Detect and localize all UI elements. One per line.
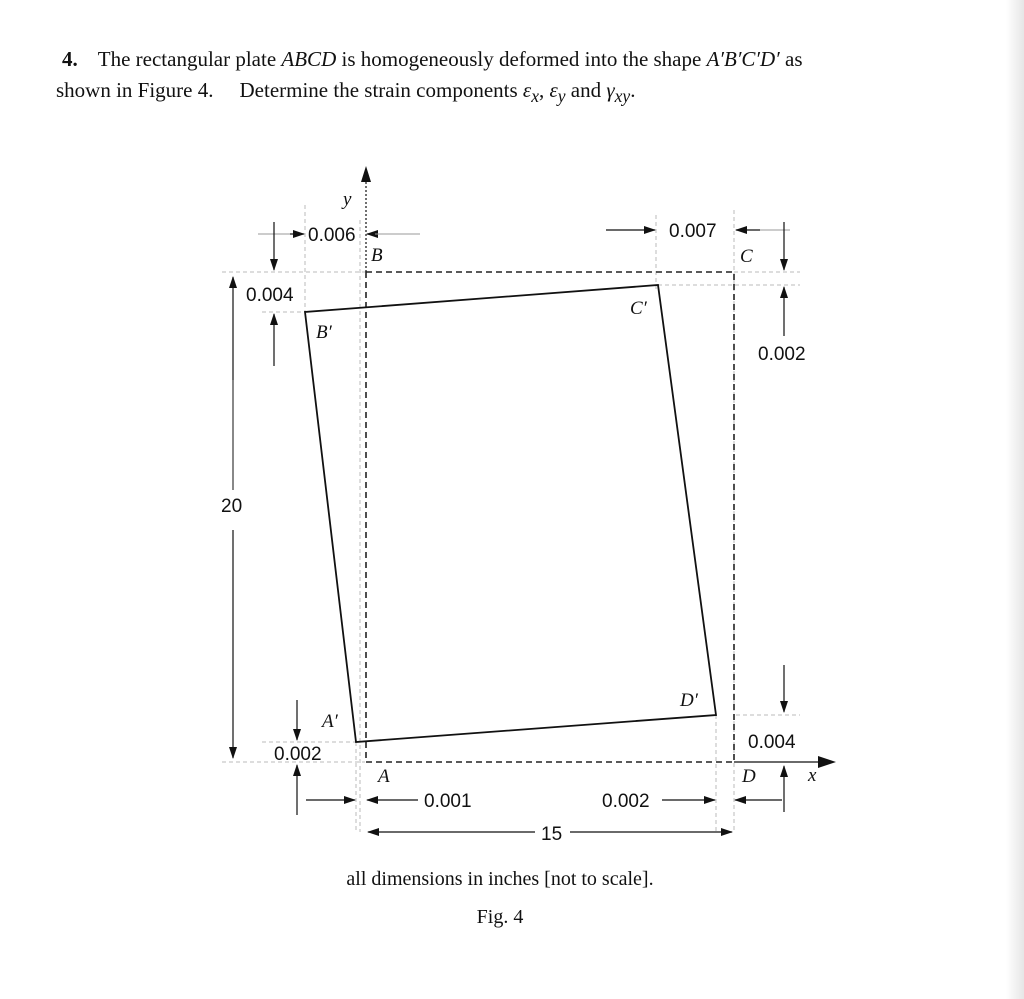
dim-left-top-value: 0.004 — [246, 285, 294, 306]
strain-eps-y: $\varepsilon_y$ — [549, 78, 566, 107]
problem-number: 4. — [62, 47, 78, 71]
original-plate-abcd — [366, 272, 734, 762]
label-d: D — [742, 766, 756, 787]
dim-top-right-value: 0.007 — [669, 221, 717, 242]
dim-top-left-value: 0.006 — [308, 225, 356, 246]
label-a: A — [378, 766, 390, 787]
dim-bottom-right-value: 0.002 — [602, 791, 650, 812]
dim-left-bottom-value: 0.002 — [274, 744, 322, 765]
dim-bottom-left-value: 0.001 — [424, 791, 472, 812]
strain-eps-x: $\varepsilon_x$ — [522, 78, 539, 107]
dim-height-value: 20 — [221, 496, 243, 517]
extension-lines — [222, 205, 800, 832]
dim-width-value: 15 — [541, 824, 563, 845]
x-axis-label: x — [808, 765, 817, 786]
problem-text: The rectangular plate — [97, 47, 282, 71]
figure-note: all dimensions in inches [not to scale]. — [346, 868, 654, 890]
deformed-label: A′B′C′D′ — [706, 47, 780, 71]
label-d-prime: D′ — [680, 690, 698, 711]
y-axis-label: y — [343, 189, 352, 210]
problem-text: Determine the strain components — [239, 78, 523, 102]
label-b: B — [371, 245, 383, 266]
strain-gamma-xy: $\gamma_{xy}$ — [606, 78, 631, 107]
label-c-prime: C′ — [630, 298, 647, 319]
problem-line-2: shown in Figure 4. Determine the strain components $\varepsilon_x$, $\varepsilon_y$ and $\gamma_{xy}$. — [56, 78, 636, 107]
label-a-prime: A′ — [322, 711, 338, 732]
figure-caption: Fig. 4 — [476, 906, 524, 928]
plate-label: ABCD — [281, 47, 337, 71]
problem-text: shown in Figure 4. — [56, 78, 214, 102]
label-b-prime: B′ — [316, 322, 332, 343]
y-axis — [361, 166, 371, 272]
problem-text: as — [779, 47, 803, 71]
dim-right-bottom-value: 0.004 — [748, 732, 796, 753]
label-c: C — [740, 246, 753, 267]
dim-right-top-value: 0.002 — [758, 344, 806, 365]
problem-text: is homogeneously deformed into the shape — [336, 47, 707, 71]
